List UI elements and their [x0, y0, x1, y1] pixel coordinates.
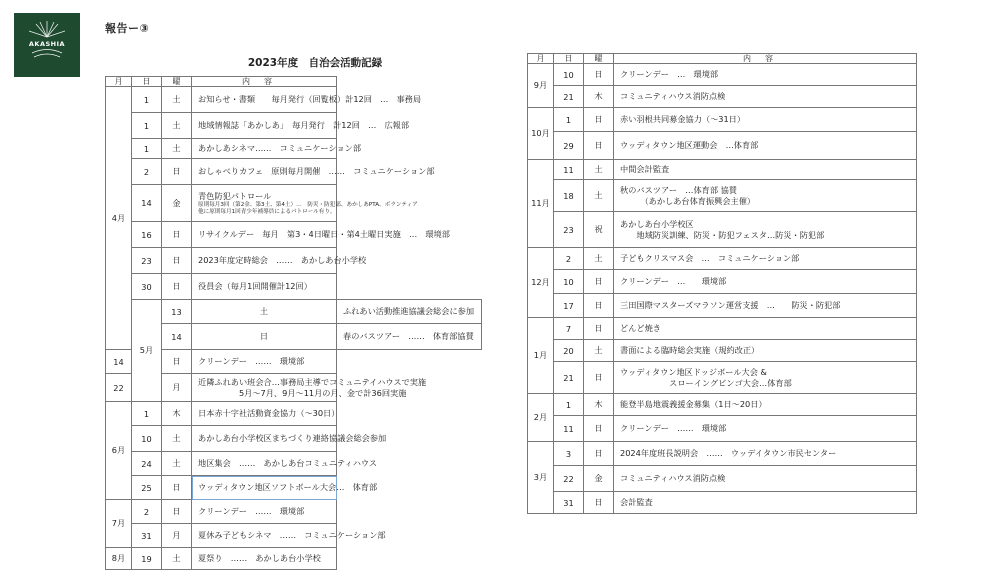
month-cell: 2月: [528, 394, 554, 442]
header-weekday: 曜: [584, 54, 614, 64]
table-row: [106, 324, 482, 350]
table-row: [106, 548, 482, 570]
weekday-cell: 木: [584, 86, 614, 108]
day-cell: 19: [132, 548, 162, 570]
content-text: あかしあシネマ…… コミュニケーション部: [198, 143, 362, 153]
content-cell: [192, 524, 386, 548]
content-text: 会計監査: [620, 497, 653, 507]
content-text: ウッディタウン地区運動会 …体育部: [620, 140, 759, 150]
table-row: [106, 452, 482, 476]
content-text: あかしあ台小学校区まちづくり連絡協議会総会参加: [198, 433, 387, 443]
table-row: [528, 318, 917, 340]
day-cell: 24: [132, 452, 162, 476]
content-text: 2023年度定時総会 …… あかしあ台小学校: [198, 255, 367, 265]
month-cell: 8月: [106, 548, 132, 570]
month-cell: 4月: [106, 87, 132, 350]
day-cell: 31: [554, 492, 584, 514]
weekday-cell: 土: [162, 452, 192, 476]
content-text: おしゃべりカフェ 原則毎月開催 …… コミュニケーション部: [198, 166, 435, 176]
weekday-cell: 土: [162, 113, 192, 139]
table-row: [106, 476, 482, 500]
day-cell: 31: [132, 524, 162, 548]
content-cell: [614, 160, 917, 180]
weekday-cell: 月: [162, 524, 192, 548]
content-text: ウッディタウン地区ドッジボール大会 &: [620, 366, 767, 377]
weekday-cell: 日: [584, 492, 614, 514]
table-row: [528, 108, 917, 132]
day-cell: 1: [132, 113, 162, 139]
day-cell: 16: [132, 222, 162, 248]
content-cell: [337, 324, 482, 350]
table-row: [106, 274, 482, 300]
content-text: クリーンデー …… 環境部: [198, 356, 305, 366]
day-cell: 14: [106, 350, 132, 374]
table-row: [106, 374, 482, 402]
weekday-cell: 日: [192, 324, 337, 350]
content-text: 秋のバスツアー …体育部 協賛: [620, 184, 737, 195]
document-title: 2023年度 自治会活動記録: [247, 57, 383, 69]
content-cell: [614, 248, 917, 270]
day-cell: 11: [554, 416, 584, 442]
content-cell: [614, 492, 917, 514]
weekday-cell: 日: [162, 500, 192, 524]
activity-table-left: [105, 76, 482, 570]
content-cell: [192, 248, 367, 274]
table-row: [528, 492, 917, 514]
day-cell: 17: [554, 294, 584, 318]
weekday-cell: 木: [162, 402, 192, 426]
weekday-cell: 土: [584, 160, 614, 180]
table-row: [528, 212, 917, 248]
day-cell: 21: [554, 86, 584, 108]
table-row: [106, 159, 482, 185]
day-cell: 30: [132, 274, 162, 300]
content-cell: [192, 426, 387, 452]
content-text: クリーンデー … 環境部: [620, 276, 727, 286]
weekday-cell: 日: [584, 108, 614, 132]
month-cell: 10月: [528, 108, 554, 160]
content-text-line2: 地域防災訓練、防災・防犯フェスタ…防災・防犯部: [620, 229, 825, 240]
month-cell: 3月: [528, 442, 554, 514]
weekday-cell: 土: [584, 340, 614, 362]
content-cell: [192, 548, 337, 570]
content-text: クリーンデー … 環境部: [620, 69, 719, 79]
day-cell: 10: [554, 270, 584, 294]
content-text: 中間会計監査: [620, 164, 670, 174]
table-row: [106, 300, 482, 324]
content-text: 近隣ふれあい班会合…事務局主導でコミュニテイハウスで実施: [198, 376, 427, 387]
content-cell: [614, 294, 917, 318]
header-month: 月: [106, 77, 132, 87]
weekday-cell: 日: [584, 416, 614, 442]
content-cell: [192, 374, 427, 402]
content-text: 子どもクリスマス会 … コミュニケーション部: [620, 253, 800, 263]
content-cell: [192, 274, 337, 300]
table-header-row: [106, 77, 482, 87]
day-cell: 29: [554, 132, 584, 160]
content-cell: [614, 318, 917, 340]
content-text: 書面による臨時総会実施（規約改正）: [620, 345, 760, 355]
header-weekday: 曜: [162, 77, 192, 87]
content-note: 他に原則毎月1回青少年補導員によるパトロール有り。: [198, 208, 336, 215]
day-cell: 13: [162, 300, 192, 324]
day-cell: 23: [554, 212, 584, 248]
content-cell: [192, 113, 410, 139]
table-row: [106, 350, 482, 374]
month-cell: 1月: [528, 318, 554, 394]
content-text: リサイクルデー 毎月 第3・4日曜日・第4土曜日実施 … 環境部: [198, 229, 450, 239]
day-cell: 2: [554, 248, 584, 270]
weekday-cell: 土: [162, 87, 192, 113]
table-row: [528, 180, 917, 212]
weekday-cell: 木: [584, 394, 614, 416]
table-row: [106, 87, 482, 113]
content-text: 赤い羽根共同募金協力（～31日）: [620, 114, 746, 124]
weekday-cell: 日: [584, 64, 614, 86]
table-row: [528, 442, 917, 466]
table-row: [106, 185, 482, 222]
month-cell: 11月: [528, 160, 554, 248]
day-cell: 21: [554, 362, 584, 394]
day-cell: 2: [132, 159, 162, 185]
content-text: 夏祭り …… あかしあ台小学校: [198, 553, 321, 563]
weekday-cell: 日: [584, 362, 614, 394]
weekday-cell: 日: [584, 442, 614, 466]
table-row: [528, 64, 917, 86]
day-cell: 1: [132, 87, 162, 113]
month-cell: 12月: [528, 248, 554, 318]
weekday-cell: 日: [584, 132, 614, 160]
weekday-cell: 金: [584, 466, 614, 492]
day-cell: 20: [554, 340, 584, 362]
content-text: ウッディタウン地区ソフトボール大会… 体育部: [198, 482, 378, 492]
day-cell: 22: [106, 374, 132, 402]
content-text: ふれあい活動推進協議会総会に参加: [343, 306, 475, 316]
content-note: 原則毎月3回（第2金、第3土、第4土）… 防災・防犯部、あかしあPTA、ボランティア: [198, 202, 418, 208]
table-row: [528, 394, 917, 416]
content-cell: [192, 452, 378, 476]
table-row: [106, 113, 482, 139]
content-cell: [614, 362, 917, 394]
weekday-cell: 日: [162, 350, 192, 374]
content-text-line2: スローイングビンゴ大会…体育部: [620, 377, 792, 388]
weekday-cell: 日: [162, 476, 192, 500]
weekday-cell: 日: [162, 248, 192, 274]
content-cell: [614, 270, 917, 294]
day-cell: 10: [554, 64, 584, 86]
day-cell: 1: [132, 139, 162, 159]
table-row: [528, 340, 917, 362]
day-cell: 10: [132, 426, 162, 452]
content-cell: [614, 108, 917, 132]
month-cell: 5月: [132, 300, 162, 402]
content-cell: [614, 394, 917, 416]
logo-text: AKASHIA: [28, 40, 66, 48]
weekday-cell: 日: [584, 294, 614, 318]
weekday-cell: 土: [162, 548, 192, 570]
content-cell: [192, 500, 337, 524]
table-row: [106, 222, 482, 248]
table-row: [528, 362, 917, 394]
weekday-cell: 日: [584, 318, 614, 340]
content-text: 2024年度班長説明会 …… ウッデイタウン市民センター: [620, 448, 837, 458]
content-text-line2: 5月～7月、9月～11月の月、金で計36回実施: [198, 387, 407, 398]
content-cell: [192, 185, 418, 222]
header-month: 月: [528, 54, 554, 64]
weekday-cell: 日: [162, 159, 192, 185]
weekday-cell: 土: [192, 300, 337, 324]
table-row: [528, 132, 917, 160]
day-cell: 2: [132, 500, 162, 524]
content-text: コミュニティハウス消防点検: [620, 91, 726, 101]
content-text: クリーンデー …… 環境部: [198, 506, 305, 516]
content-text: 三田国際マスターズマラソン運営支援 … 防災・防犯部: [620, 300, 841, 310]
day-cell: 1: [554, 108, 584, 132]
content-text: 青色防犯パトロール: [198, 191, 272, 201]
content-cell: [337, 300, 482, 324]
weekday-cell: 金: [162, 185, 192, 222]
month-cell: 9月: [528, 64, 554, 108]
month-cell: 7月: [106, 500, 132, 548]
content-text: お知らせ・書類 毎月発行（回覧板）計12回 … 事務局: [198, 94, 422, 104]
content-text: 夏休み子どもシネマ …… コミュニケーション部: [198, 530, 386, 540]
table-row: [528, 160, 917, 180]
content-cell: [614, 86, 917, 108]
header-day: 日: [132, 77, 162, 87]
content-text: 日本赤十字社活動資金協力（～30日）: [198, 408, 340, 418]
month-cell: 6月: [106, 402, 132, 500]
content-text: 地区集会 …… あかしあ台コミュニティハウス: [198, 458, 378, 468]
weekday-cell: 月: [162, 374, 192, 402]
table-row: [106, 248, 482, 274]
content-text: 地域情報誌「あかしあ」 毎月発行 計12回 … 広報部: [198, 120, 410, 130]
table-row: [106, 139, 482, 159]
content-text-line2: （あかしあ台体育振興会主催）: [620, 195, 756, 206]
activity-table-right: [527, 53, 917, 514]
content-cell: [614, 466, 917, 492]
header-content: 内容: [614, 54, 917, 64]
content-cell: [614, 340, 917, 362]
content-text: 能登半島地震義援金募集（1日～20日）: [620, 399, 767, 409]
content-cell: [614, 442, 917, 466]
content-text: 役員会（毎月1回開催計12回）: [198, 281, 312, 291]
content-cell: [192, 402, 340, 426]
day-cell: 25: [132, 476, 162, 500]
content-text: どんど焼き: [620, 323, 661, 333]
content-text: クリーンデー …… 環境部: [620, 423, 727, 433]
content-cell: [614, 212, 917, 248]
akashia-logo: [14, 13, 80, 77]
table-row: [528, 294, 917, 318]
table-row: [106, 426, 482, 452]
table-row: [106, 500, 482, 524]
day-cell: 22: [554, 466, 584, 492]
content-cell: [192, 222, 450, 248]
content-text: 春のバスツアー …… 体育部協賛: [343, 331, 474, 341]
header-content: 内容: [192, 77, 337, 87]
day-cell: 1: [554, 394, 584, 416]
weekday-cell: 日: [162, 274, 192, 300]
content-cell: [192, 139, 362, 159]
content-cell: [614, 132, 917, 160]
header-day: 日: [554, 54, 584, 64]
table-row: [106, 524, 482, 548]
day-cell: 14: [162, 324, 192, 350]
content-cell: [192, 159, 435, 185]
weekday-cell: 土: [162, 426, 192, 452]
content-cell: [192, 350, 337, 374]
content-cell: [614, 64, 917, 86]
table-row: [528, 416, 917, 442]
content-text: あかしあ台小学校区: [620, 218, 694, 229]
content-text: コミュニティハウス消防点検: [620, 473, 726, 483]
weekday-cell: 日: [162, 222, 192, 248]
weekday-cell: 日: [584, 270, 614, 294]
table-header-row: [528, 54, 917, 64]
content-cell: [614, 416, 917, 442]
content-cell: [192, 476, 378, 500]
table-row: [528, 270, 917, 294]
day-cell: 18: [554, 180, 584, 212]
day-cell: 1: [132, 402, 162, 426]
weekday-cell: 土: [584, 248, 614, 270]
content-cell: [192, 87, 422, 113]
table-row: [528, 86, 917, 108]
table-row: [528, 248, 917, 270]
table-row: [528, 466, 917, 492]
weekday-cell: 土: [162, 139, 192, 159]
day-cell: 14: [132, 185, 162, 222]
content-cell: [614, 180, 917, 212]
day-cell: 11: [554, 160, 584, 180]
day-cell: 23: [132, 248, 162, 274]
day-cell: 3: [554, 442, 584, 466]
report-label: 報告ー③: [105, 22, 150, 35]
weekday-cell: 祝: [584, 212, 614, 248]
weekday-cell: 土: [584, 180, 614, 212]
table-row: [106, 402, 482, 426]
day-cell: 7: [554, 318, 584, 340]
